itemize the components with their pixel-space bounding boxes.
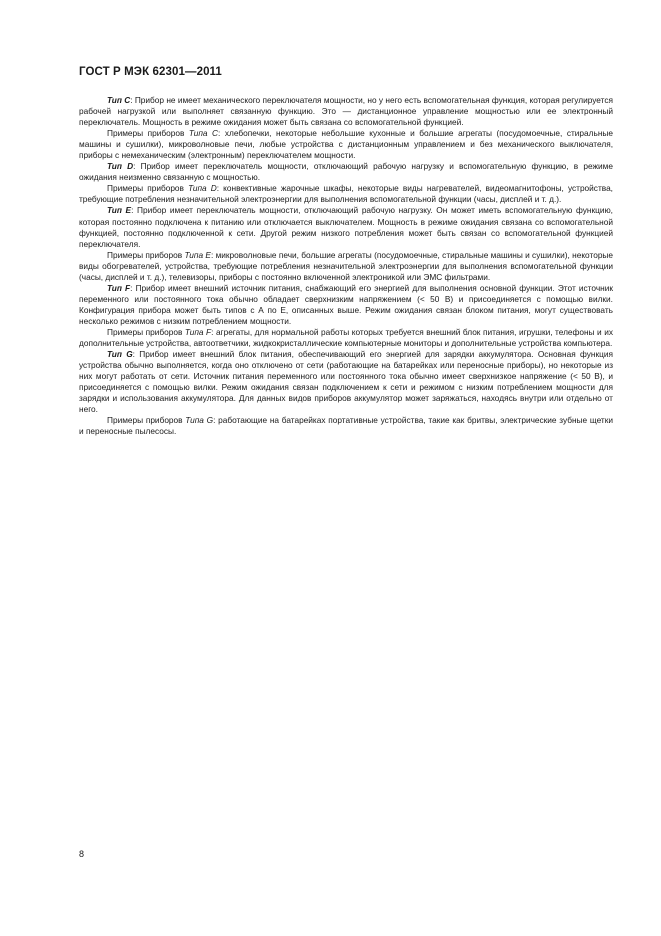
type-label: Тип C <box>107 95 131 105</box>
examples-prefix: Примеры приборов <box>107 415 186 426</box>
paragraph-examples-f <box>79 327 613 349</box>
page-number: 8 <box>79 849 85 859</box>
type-label: Тип E <box>107 205 132 216</box>
paragraph-text: : Прибор имеет переключатель мощности, отключающий рабочую нагрузку. Он может иметь вспомогательную функцию, которая постоянно подключена к питанию или отключается выключателем. Мощность в режиме ожидания связана со вспомогательной функцией, постоянно подключенной к сети. Другой режим низкого потребления может быть связан со вспомогательной функцией переключателя. <box>79 205 613 249</box>
paragraph-type-g <box>79 349 613 415</box>
paragraph-text: : агрегаты, для нормальной работы которых требуется внешний блок питания, игрушки, телефоны и их дополнительные устройства, автоответчики, жидкокристаллические компьютерные мониторы и дополнительные устройства компьютера. <box>79 326 613 349</box>
examples-prefix: Примеры приборов <box>107 326 185 337</box>
type-ref: Типа E <box>184 249 211 260</box>
paragraph-text: : микроволновые печи, большие агрегаты (посудомоечные, стиральные машины и сушилки), некоторые виды обогревателей, устройства, требующие потребления незначительной электроэнергии для выполнения вспомогательной функции (часы, дисплей и т. д.), телевизоры, приборы с постоянно включенной электроникой или ЭМС фильтрами. <box>79 249 614 282</box>
paragraph-text: : хлебопечки, некоторые небольшие кухонные и большие агрегаты (посудомоечные, стиральные машины и сушилки), микроволновые печи, любые устройства с дистанционным управлением и без механического выключателя, приборы с немеханическим (электронным) переключателем мощности. <box>79 128 613 161</box>
paragraph-text: : конвективные жарочные шкафы, некоторые виды нагревателей, видеомагнитофоны, устройства, требующие потребления незначительной электроэнергии для выполнения вспомогательной функции (часы, дисплей и т. д.). <box>79 183 613 205</box>
examples-prefix: Примеры приборов <box>107 249 185 260</box>
paragraph-type-c <box>79 95 613 128</box>
type-ref: Типа F <box>184 326 212 337</box>
type-ref: Типа G <box>185 415 214 426</box>
type-label: Тип G <box>107 349 133 360</box>
paragraph-examples-c <box>79 128 613 161</box>
examples-prefix: Примеры приборов <box>107 183 189 194</box>
paragraph-text: : Прибор имеет внешний источник питания, снабжающий его энергией для выполнения основной функции. Этот источник переменного или постоянного тока обычно обладает сверхнизким напряжением (< 50 В) и присоединяется с помощью вилки. Конфигурация прибора может быть типов с А по Е, описанных выше. Режим ожидания связан блоком питания, могут существовать несколько режимов с низким потреблением мощности. <box>79 282 613 326</box>
paragraph-type-e <box>79 205 613 249</box>
type-ref: Типа C <box>188 128 219 139</box>
type-ref: Типа D <box>188 183 217 194</box>
paragraph-examples-e <box>79 250 613 283</box>
paragraph-examples-d <box>79 183 613 205</box>
examples-prefix: Примеры приборов <box>107 128 189 139</box>
document-body <box>79 95 613 437</box>
paragraph-examples-g <box>79 415 613 437</box>
paragraph-text: : работающие на батарейках портативные устройства, такие как бритвы, электрические зубные щетки и переносные пылесосы. <box>79 415 613 437</box>
paragraph-text: : Прибор имеет переключатель мощности, отключающий рабочую нагрузку и вспомогательную функцию, в режиме ожидания неизменно связанную с мощностью. <box>79 161 614 183</box>
paragraph-type-f <box>79 283 613 327</box>
paragraph-text: : Прибор имеет внешний блок питания, обеспечивающий его энергией для зарядки аккумулятора. Основная функция устройства обычно выполняется, когда оно отключено от сети (работающие на батарейках или переносные приборы), но некоторые из них могут работать от сети. Источник питания переменного или постоянного тока обычно имеет сверхнизкое напряжение (< 50 В), и присоединяется с помощью вилки. Режим ожидания связан подключением к сети и режимом с низким потреблением мощности для зарядки и использования аккумулятора. Для данных видов приборов аккумулятор может заряжаться, находясь внутри или отдельно от него. <box>79 349 613 415</box>
type-label: Тип F <box>107 282 131 293</box>
type-label: Тип D <box>107 161 134 172</box>
document-header: ГОСТ Р МЭК 62301—2011 <box>79 66 222 78</box>
paragraph-type-d <box>79 161 613 183</box>
paragraph-text: : Прибор не имеет механического переключателя мощности, но у него есть вспомогательная функция, которая регулируется рабочей нагрузкой или выполняет связанную функцию. Это — дистанционное управление мощностью или ее электронный переключатель. Мощность в режиме ожидания может быть связана со вспомогательной функцией. <box>79 95 613 128</box>
